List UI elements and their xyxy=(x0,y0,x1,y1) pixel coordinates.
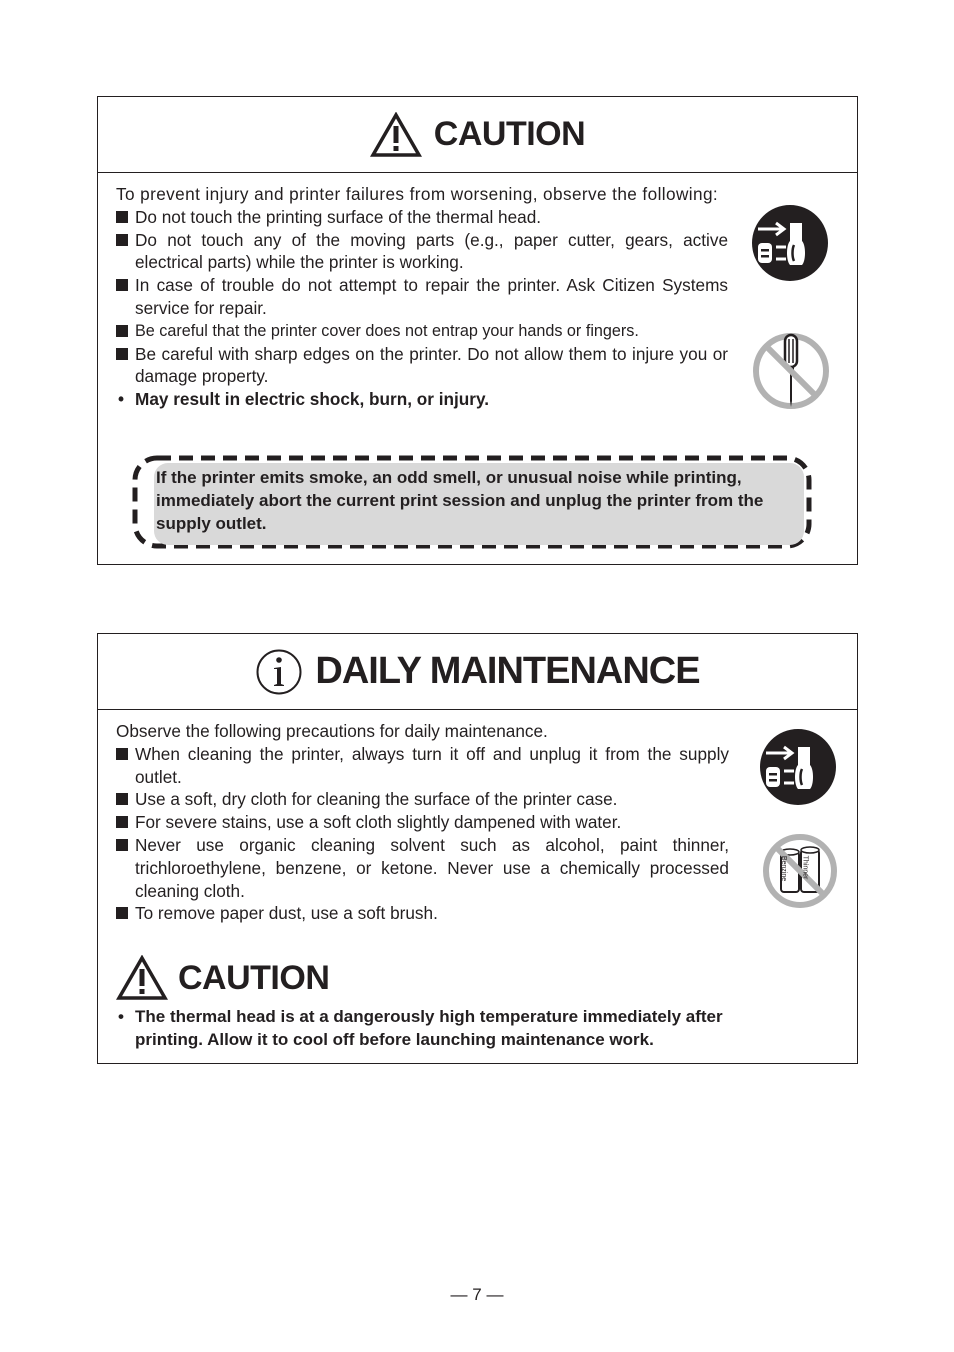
maintenance-body xyxy=(116,720,729,925)
unplug-icon xyxy=(750,203,830,283)
list-item: Do not touch any of the moving parts (e.g., paper cutter, gears, active electrical parts) while the printer is working. xyxy=(116,229,728,275)
caution-bullet: • The thermal head is at a dangerously high temperature immediately after printing. Allow it to cool off before launching maintenance work. xyxy=(118,1007,723,1049)
caution-bullet: • May result in electric shock, burn, or injury. xyxy=(118,389,490,410)
no-solvents-icon xyxy=(761,832,839,910)
list-item: Use a soft, dry cloth for cleaning the surface of the printer case. xyxy=(116,788,729,811)
benzine-label: Benzine xyxy=(780,855,788,882)
list-item: Never use organic cleaning solvent such as alcohol, paint thinner, trichloroethylene, benzene, or ketone. Never use a chemically processed cleaning cloth. xyxy=(116,834,729,902)
info-icon xyxy=(255,648,303,696)
caution-body xyxy=(116,183,728,411)
list-item: For severe stains, use a soft cloth slightly dampened with water. xyxy=(116,811,729,834)
warning-triangle-icon xyxy=(370,112,422,158)
maintenance-box xyxy=(97,633,858,1064)
inner-caution-title: CAUTION xyxy=(178,958,330,997)
maintenance-intro: Observe the following precautions for daily maintenance. xyxy=(116,721,548,741)
caution-title: CAUTION xyxy=(433,115,586,153)
list-item: To remove paper dust, use a soft brush. xyxy=(116,902,729,925)
caution-box xyxy=(97,96,858,565)
thinner-label: Thinner xyxy=(801,855,809,880)
list-item: Do not touch the printing surface of the thermal head. xyxy=(116,206,728,229)
maintenance-header xyxy=(98,634,857,710)
warning-text: If the printer emits smoke, an odd smell, or unusual noise while printing, immediately abort the current print session and unplug the printer from the supply outlet. xyxy=(156,468,764,533)
no-disassembly-icon xyxy=(751,331,831,411)
inner-caution-body xyxy=(116,1006,736,1051)
list-item: In case of trouble do not attempt to repair the printer. Ask Citizen Systems service for repair. xyxy=(116,274,728,320)
list-item: Be careful that the printer cover does not entrap your hands or fingers. xyxy=(116,320,728,343)
page-number: — 7 — xyxy=(450,1285,504,1304)
maintenance-title: DAILY MAINTENANCE xyxy=(315,650,700,692)
list-item: Be careful with sharp edges on the printer. Do not allow them to injure you or damage property. xyxy=(116,343,728,389)
unplug-icon xyxy=(758,727,838,807)
warning-triangle-icon xyxy=(116,955,168,1001)
caution-header xyxy=(98,97,857,173)
caution-intro: To prevent injury and printer failures from worsening, observe the following: xyxy=(116,184,719,204)
inner-caution-heading xyxy=(116,955,329,1001)
list-item: When cleaning the printer, always turn it off and unplug it from the supply outlet. xyxy=(116,743,729,789)
